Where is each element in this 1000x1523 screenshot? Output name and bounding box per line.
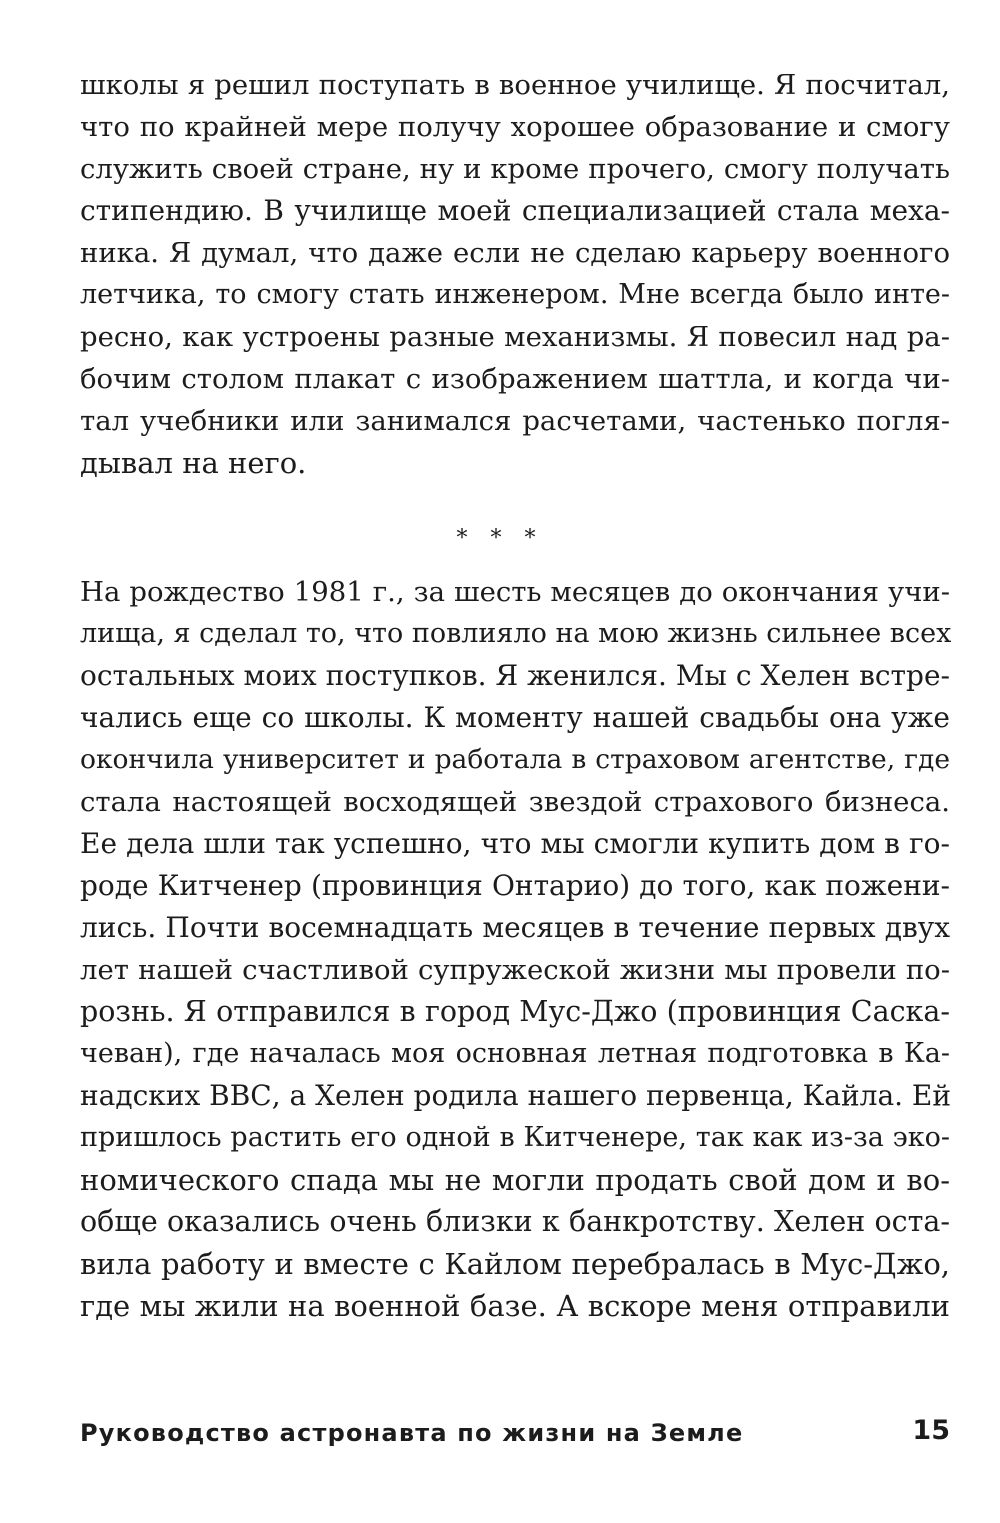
text-line: дывал на него. [80, 446, 307, 480]
text-line: ника. Я думал, что даже если не сделаю карьеру военного [80, 237, 950, 269]
text-line: ресно, как устроены разные механизмы. Я повесил над ра- [80, 321, 950, 353]
text-line: вила работу и вместе с Кайлом перебралась в Мус-Джо, [80, 1247, 950, 1281]
text-line: номического спада мы не могли продать свой дом и во- [80, 1163, 950, 1197]
text-line: роде Китченер (провинция Онтарио) до того, как пожени- [80, 869, 950, 902]
text-line: что по крайней мере получу хорошее образование и смогу [80, 111, 950, 143]
text-line: школы я решил поступать в военное училище. Я посчитал, [80, 69, 950, 101]
text-line: обще оказались очень близки к банкротству. Хелен оста- [80, 1205, 950, 1238]
text-line: лет нашей счастливой супружеской жизни мы провели по- [80, 954, 950, 986]
text-line: чались еще со школы. К моменту нашей свадьбы она уже [80, 701, 950, 734]
text-line: рознь. Я отправился в город Мус-Джо (провинция Саска- [80, 995, 950, 1028]
running-footer-title: Руководство астронавта по жизни на Земле [80, 1419, 744, 1447]
text-line: стала настоящей восходящей звездой страхового бизнеса. [80, 786, 950, 818]
paragraph-1 [80, 64, 950, 484]
paragraph-2 [80, 571, 950, 1327]
text-line: служить своей стране, ну и кроме прочего, смогу получать [80, 153, 950, 185]
text-line: пришлось растить его одной в Китченере, так как из-за эко- [80, 1122, 950, 1153]
text-line: летчика, то смогу стать инженером. Мне всегда было инте- [80, 279, 950, 310]
text-line: чеван), где началась моя основная летная подготовка в Ка- [80, 1038, 950, 1069]
text-line: стипендию. В училище моей специализацией стала меха- [80, 194, 950, 227]
text-line: остальных моих поступков. Я женился. Мы с Хелен встре- [80, 659, 950, 692]
text-line: лись. Почти восемнадцать месяцев в течение первых двух [80, 911, 950, 944]
page-number: 15 [912, 1415, 950, 1446]
section-separator: * * * [456, 526, 544, 551]
text-line: тал учебники или занимался расчетами, частенько погля- [80, 405, 950, 437]
text-line: На рождество 1981 г., за шесть месяцев до окончания учи- [80, 576, 950, 608]
text-line: лища, я сделал то, что повлияло на мою жизнь сильнее всех [80, 618, 952, 649]
text-line: окончила университет и работала в страховом агентстве, где [80, 744, 950, 775]
text-line: Ее дела шли так успешно, что мы смогли купить дом в го- [80, 827, 950, 860]
text-line: надских ВВС, а Хелен родила нашего первенца, Кайла. Ей [80, 1079, 952, 1112]
text-line: бочим столом плакат с изображением шаттла, и когда чи- [80, 363, 950, 395]
text-line: где мы жили на военной базе. А вскоре меня отправили [80, 1289, 950, 1323]
